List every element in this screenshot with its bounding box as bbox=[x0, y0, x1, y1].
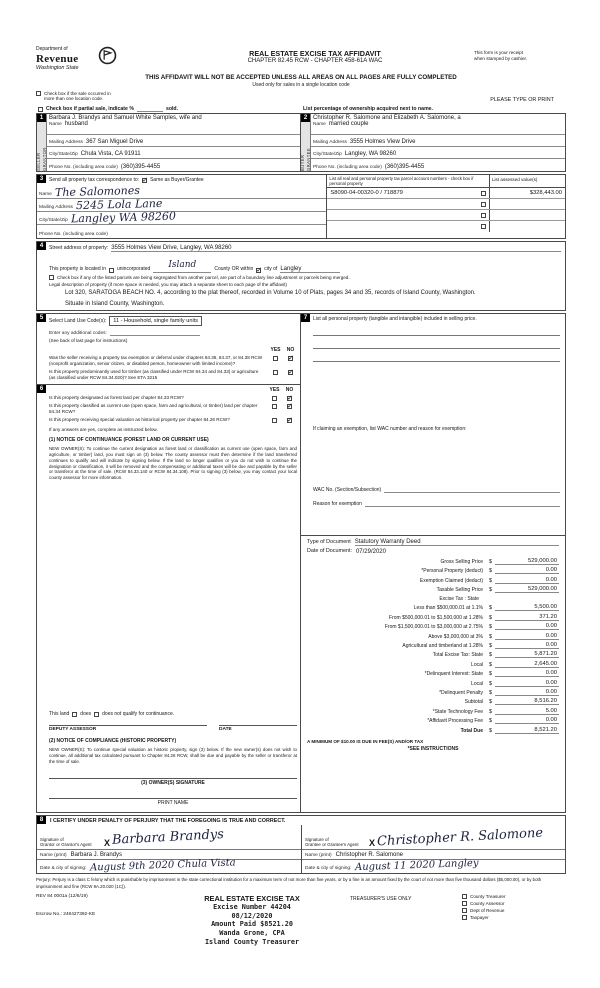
s6-question1 bbox=[49, 395, 297, 401]
correspondence-mailing-label: Mailing Address bbox=[39, 204, 73, 210]
tax-row: Total Excise Tax: State $ 5,871.20 bbox=[432, 651, 557, 659]
deputy-assessor-row bbox=[49, 725, 297, 732]
parcel-personal-checkbox-3[interactable] bbox=[481, 213, 486, 218]
buyer-name-field[interactable] bbox=[311, 114, 565, 135]
dollar-sign: $ bbox=[489, 614, 492, 621]
parcel-personal-checkbox-4[interactable] bbox=[481, 224, 486, 229]
partial-sale-checkbox[interactable] bbox=[38, 107, 43, 112]
s6-q2-text: Is this property classified as current use (open space, farm and agricultural, or timber) land per chapter 84.34 RCW? bbox=[49, 403, 258, 415]
dollar-sign: $ bbox=[489, 727, 492, 734]
partial-sale-header bbox=[36, 106, 301, 113]
personal-property-blank-2[interactable] bbox=[313, 336, 560, 349]
seller-fields bbox=[47, 114, 300, 171]
see-back-note: (See back of last page for instructions) bbox=[49, 338, 128, 344]
additional-codes-label: Enter any additional codes: bbox=[49, 331, 107, 337]
multi-location-checkbox[interactable] bbox=[36, 91, 41, 96]
right-column bbox=[301, 314, 565, 812]
dollar-sign: $ bbox=[489, 568, 492, 575]
ownership-pct-header bbox=[301, 106, 566, 113]
certify-statement: I CERTIFY UNDER PENALTY OF PERJURY THAT THE FOREGOING IS TRUE AND CORRECT. bbox=[50, 818, 286, 825]
tax-row: From $1,500,000.01 to $3,000,000 at 2.75% $ 0.00 bbox=[384, 623, 557, 631]
county-assessor-label: County Assessor bbox=[470, 900, 505, 906]
tax-row: *Affidavit Processing Fee $ 0.00 bbox=[427, 717, 557, 725]
perjury-statement: Perjury: Perjury is a class C felony which is punishable by imprisonment in the state correctional institution for a maximum term of not more than five years, or by a fine in an amount fixed by the court of not more than five thousand dollars ($5,000.00), or by both imprisonment and fine (RCW 9A.20.020 (1C)). bbox=[36, 877, 542, 889]
buyer-name-line2: married couple bbox=[328, 120, 369, 127]
section6-tab: 6 bbox=[37, 385, 46, 393]
section4-tab: 4 bbox=[37, 242, 46, 250]
s6-q1-text: Is this property designated as forest land per chapter 84.33 RCW? bbox=[49, 395, 184, 401]
dept-of-revenue-label: Dept of Revenue bbox=[470, 907, 505, 913]
tax-row: Local $ 0.00 bbox=[471, 679, 557, 687]
correspondence-section bbox=[36, 174, 566, 239]
correspondence-name-value: The Salomones bbox=[54, 183, 140, 199]
grantee-signature-block bbox=[301, 825, 565, 873]
personal-property-blank-1[interactable] bbox=[313, 323, 560, 336]
tax-row: From $500,000.01 to $1,500,000 at 1.28% $ 371.20 bbox=[389, 613, 557, 621]
dollar-sign: $ bbox=[489, 642, 492, 649]
affidavit-page bbox=[36, 46, 566, 947]
city-of-label: city of bbox=[264, 266, 278, 272]
seller-phone-label: Phone No. (including area code) bbox=[49, 164, 118, 170]
city-value[interactable]: Langley bbox=[280, 266, 340, 273]
continuance-qualify-row bbox=[49, 711, 297, 717]
stamp-treasurer-name: Wanda Grone, CPA bbox=[219, 929, 285, 938]
tax-row: Gross Selling Price $ 529,000.00 bbox=[440, 557, 557, 565]
s6-q3-no-checkbox[interactable] bbox=[287, 418, 292, 423]
parties-row bbox=[36, 113, 566, 172]
land-use-label: Select Land Use Code(s): bbox=[49, 318, 107, 325]
seller-phone-value: (360)395-4455 bbox=[120, 163, 161, 170]
compliance-paragraph: NEW OWNER(S): To continue special valuation as historic property, sign (3) below. If the new owner(s) does not wish to continue, all additional tax calculated pursuant to Chapter 84.26 RCW, shall be due and payable by the seller or transferor at the time of sale. bbox=[49, 746, 297, 764]
single-location-note: Used only for sales in a single location code bbox=[252, 81, 350, 88]
land-use-section bbox=[37, 314, 300, 385]
print-name-line[interactable]: PRINT NAME bbox=[49, 798, 297, 806]
legal-description-situate: Situate in Island County, Washington. bbox=[65, 301, 165, 308]
tax-row: *State Technology Fee $ 5.00 bbox=[432, 707, 557, 715]
legal-description-text: Lot 320, SARATOGA BEACH NO. 4, according to the plat thereof, recorded in Volume 10 of Plats, pages 34 and 35, records of Island County, Washington. bbox=[65, 290, 476, 297]
correspondence-csz-value: Langley WA 98260 bbox=[70, 209, 176, 225]
multi-location-option bbox=[36, 91, 206, 103]
seller-name-line2: husband bbox=[64, 120, 88, 127]
dept-of-revenue-checkbox[interactable] bbox=[462, 908, 467, 913]
s5-q1-text: Was the seller receiving a property tax exemption or deferral under chapters 84.36, 84.37, or 84.38 RCW (nonprofit organization, senior citizen, or disabled person, homeowner with limited income)? bbox=[49, 355, 263, 367]
buyer-csz-value: Langley, WA 98260 bbox=[344, 150, 397, 157]
dollar-sign: $ bbox=[489, 577, 492, 584]
continuance-paragraph: NEW OWNER(S): To continue the current designation as forest land or classification as current use (open space, farm and agriculture, or timber) land, you must sign on (3) below. The county assessor must then determine if the land transferred continues to qualify and will indicate by signing below. If the land no longer qualifies or you do not wish to continue the designation or classification, it will be removed and the compensating or additional taxes will be due and payable by the seller or transferor at the time of sale. (RCW 84.33.140 or RCW 84.34.108). Prior to signing (3) below, you may contact your local county assessor for more information. bbox=[49, 445, 297, 481]
does-not-checkbox[interactable] bbox=[94, 712, 99, 717]
rev-form-number: REV 84 0001a (12/6/19) bbox=[36, 893, 88, 899]
grantee-x-mark: X bbox=[369, 838, 376, 849]
partial-sale-label: Check box if partial sale, indicate % bbox=[46, 105, 134, 112]
dept-of-label: Department of bbox=[36, 46, 68, 52]
receipt-note-line1: This form is your receipt bbox=[474, 50, 524, 55]
grantee-signature-label: Signature of Grantee or Grantee's Agent bbox=[305, 836, 359, 848]
buyer-fields bbox=[311, 114, 565, 171]
reason-field[interactable] bbox=[365, 500, 560, 507]
s5-question2 bbox=[49, 369, 298, 381]
footer bbox=[36, 894, 566, 947]
s5-question1 bbox=[49, 355, 298, 367]
partial-sale-blank[interactable] bbox=[137, 106, 163, 112]
tax-row: *Delinquent Interest: State $ 0.00 bbox=[424, 670, 557, 678]
tax-row: Above $3,000,000 at 3% $ 0.00 bbox=[428, 632, 557, 640]
s6-q3-yes-checkbox[interactable] bbox=[272, 418, 277, 423]
buyer-mailing-value: 3555 Holmes View Drive bbox=[349, 138, 416, 145]
correspondence-csz-field[interactable] bbox=[37, 209, 326, 225]
ownership-pct-label: List percentage of ownership acquired next to name. bbox=[303, 105, 434, 112]
s6-q2-yes-checkbox[interactable] bbox=[272, 404, 277, 409]
county-treasurer-checkbox[interactable] bbox=[462, 894, 467, 899]
forest-land-section bbox=[37, 385, 300, 812]
s6-question3 bbox=[49, 417, 297, 423]
s6-q2-no-checkbox[interactable] bbox=[287, 404, 292, 409]
exemption-label: If claiming an exemption, list WAC number and reason for exemption: bbox=[313, 425, 467, 432]
buyer-section bbox=[301, 113, 566, 172]
dollar-sign: $ bbox=[489, 624, 492, 631]
dollar-sign: $ bbox=[489, 587, 492, 594]
county-treasurer-label: County Treasurer bbox=[470, 893, 506, 899]
grantor-date-row bbox=[37, 857, 301, 874]
parcel-row bbox=[327, 199, 565, 210]
seller-name-field[interactable] bbox=[47, 114, 300, 135]
grantor-signature: Barbara Brandys bbox=[111, 827, 225, 849]
s5-q2-text: Is this property predominantly used for timber (as classified under RCW 84.34 and 84.33) or agriculture (as classified under RCW 84.34.020)? See ETA 3215 bbox=[49, 369, 259, 381]
located-in-label: This property is located in bbox=[49, 266, 106, 272]
grantee-signature-area[interactable] bbox=[302, 825, 565, 850]
treasurer-stamp bbox=[154, 894, 350, 947]
header bbox=[36, 46, 566, 71]
footer-left bbox=[36, 894, 154, 947]
section1-tab: 1 bbox=[37, 114, 46, 122]
doc-type-label: Type of Document bbox=[307, 539, 351, 546]
s5-q2-no-checkbox[interactable] bbox=[288, 370, 293, 375]
seller-csz-label: City/State/Zip bbox=[49, 151, 78, 157]
seller-name-line1: Barbara J. Brandys and Samuel White Samples, wife and bbox=[49, 114, 202, 121]
correspondence-csz-label: City/State/Zip bbox=[39, 217, 68, 223]
dollar-sign: $ bbox=[489, 708, 492, 715]
grantor-name-print-value[interactable]: Barbara J. Brandys bbox=[70, 852, 123, 859]
buyer-side-label2: GRANTEE bbox=[306, 147, 311, 171]
grantee-date-value[interactable]: August 11 2020 Langley bbox=[355, 858, 480, 874]
s5-no-label: NO bbox=[286, 347, 295, 354]
deputy-date-label: DATE bbox=[219, 725, 297, 732]
s6-yesno-header bbox=[49, 387, 297, 393]
does-label: does bbox=[80, 711, 92, 718]
s6-question2 bbox=[49, 403, 297, 415]
unincorporated-checkbox[interactable] bbox=[109, 268, 114, 273]
land-use-code-value[interactable]: 11 - Household, single family units bbox=[109, 316, 202, 326]
grantor-date-value[interactable]: August 9th 2020 Chula Vista bbox=[90, 857, 237, 874]
parcel-row bbox=[327, 188, 565, 199]
county-field[interactable] bbox=[153, 254, 211, 273]
escrow-row bbox=[36, 912, 154, 917]
grantee-signature: Christopher R. Salomone bbox=[376, 826, 544, 850]
send-correspondence-label: Send all property tax correspondence to: bbox=[49, 177, 140, 184]
this-land-label: This land bbox=[49, 711, 70, 718]
minimum-fee-note: A MINIMUM OF $10.00 IS DUE IN FEE(S) AND/OR TAX bbox=[307, 738, 424, 744]
buyer-name-line1: Christopher R. Salomone and Elizabeth A. Salomone, a bbox=[313, 114, 461, 121]
seller-mailing-label: Mailing Address bbox=[49, 139, 83, 145]
seller-side-strip bbox=[37, 114, 47, 171]
tax-row: Agricultural and timberland at 1.28% $ 0.00 bbox=[402, 641, 557, 649]
s5-q1-no-checkbox[interactable] bbox=[288, 356, 293, 361]
correspondence-left bbox=[37, 175, 327, 238]
dollar-sign: $ bbox=[489, 661, 492, 668]
s6-note: If any answers are yes, complete as instructed below. bbox=[49, 427, 158, 433]
grantee-name-print-value[interactable]: Christopher R. Salomone bbox=[335, 852, 404, 859]
grantor-name-print-label: Name (print) bbox=[40, 853, 67, 859]
excise-tax-state-header: Excise Tax : State bbox=[439, 596, 479, 603]
dept-state-label: Washington State bbox=[36, 64, 79, 71]
partial-sale-sold-label: sold. bbox=[165, 105, 179, 112]
stamp-date: 08/12/2020 bbox=[231, 911, 273, 920]
receipt-note bbox=[474, 46, 566, 62]
doc-date-value[interactable]: 07/29/2020 bbox=[355, 549, 386, 556]
parcel-personal-checkbox-2[interactable] bbox=[481, 202, 486, 207]
buyer-phone-label: Phone No. (including area code) bbox=[313, 164, 382, 170]
grantee-name-print-label: Name (print) bbox=[305, 853, 332, 859]
county-handwritten-value: Island bbox=[168, 259, 197, 270]
dor-logo-block bbox=[36, 46, 156, 71]
seller-csz-value: Chula Vista, CA 91911 bbox=[80, 150, 141, 157]
tax-row: Local $ 2,645.00 bbox=[471, 660, 557, 668]
s6-q1-yes-checkbox[interactable] bbox=[272, 396, 277, 401]
correspondence-phone-label: Phone No. (including area code) bbox=[39, 231, 108, 237]
correspondence-mailing-field[interactable] bbox=[37, 196, 326, 212]
grantor-signature-block bbox=[37, 825, 301, 873]
section7-tab: 7 bbox=[301, 314, 310, 322]
s6-q1-no-checkbox[interactable] bbox=[287, 396, 292, 401]
personal-property-blank-3[interactable] bbox=[313, 349, 560, 362]
grantor-x-mark: X bbox=[104, 838, 111, 849]
does-checkbox[interactable] bbox=[72, 712, 77, 717]
county-or-label: County OR within bbox=[214, 266, 254, 272]
form-chapters: CHAPTER 82.45 RCW - CHAPTER 458-61A WAC bbox=[247, 58, 383, 65]
parcel-row bbox=[327, 210, 565, 221]
segregated-checkbox[interactable] bbox=[49, 275, 54, 280]
personal-property-section bbox=[301, 314, 565, 536]
top-options-row bbox=[36, 91, 566, 103]
buyer-phone-field[interactable] bbox=[311, 159, 565, 171]
correspondence-mailing-value: 5245 Lola Lane bbox=[75, 196, 163, 212]
seller-csz-field[interactable] bbox=[47, 147, 300, 159]
parties-header-row bbox=[36, 106, 566, 113]
buyer-side-strip bbox=[301, 114, 311, 171]
continuance-heading: (1) NOTICE OF CONTINUANCE (FOREST LAND OR CURRENT USE) bbox=[49, 437, 209, 444]
parcel-row bbox=[327, 221, 565, 232]
buyer-name-label: Name bbox=[313, 121, 326, 127]
stamp-excise-number: Excise Number 44204 bbox=[213, 902, 291, 911]
buyer-mailing-label: Mailing Address bbox=[313, 139, 347, 145]
section3-tab: 3 bbox=[37, 175, 46, 183]
additional-codes-field[interactable] bbox=[110, 329, 200, 336]
tax-row: Total Due $ 8,521.20 bbox=[460, 726, 557, 734]
s5-yes-label: YES bbox=[270, 347, 281, 354]
county-assessor-checkbox[interactable] bbox=[462, 901, 467, 906]
s5-q1-yes-checkbox[interactable] bbox=[273, 356, 278, 361]
dollar-sign: $ bbox=[489, 718, 492, 725]
seller-side-label1: SELLER bbox=[36, 152, 41, 171]
same-as-buyer-label: Same as Buyer/Grantee bbox=[150, 177, 204, 184]
tax-row: Exemption Claimed (deduct) $ 0.00 bbox=[419, 576, 557, 584]
type-or-print-label: PLEASE TYPE OR PRINT bbox=[490, 96, 554, 103]
buyer-csz-field[interactable] bbox=[311, 147, 565, 159]
deputy-assessor-label: DEPUTY ASSESSOR bbox=[49, 725, 207, 732]
street-address-value[interactable]: 3555 Holmes View Drive, Langley, WA 98260 bbox=[111, 245, 561, 252]
seller-phone-field[interactable] bbox=[47, 159, 300, 171]
main-columns bbox=[36, 313, 566, 813]
parcel-personal-checkbox-1[interactable] bbox=[481, 191, 486, 196]
dollar-sign: $ bbox=[489, 652, 492, 659]
wac-field[interactable] bbox=[384, 486, 560, 493]
parcel-table bbox=[327, 175, 565, 238]
left-column bbox=[37, 314, 301, 812]
s6-q3-text: Is this property receiving special valuation as historical property per chapter 84.26 RCW? bbox=[49, 417, 230, 423]
taxpayer-checkbox[interactable] bbox=[462, 915, 467, 920]
wac-label: WAC No. (Section/Subsection) bbox=[313, 486, 382, 493]
grantee-date-label: Date & city of signing: bbox=[305, 866, 352, 872]
legal-description-label: Legal description of property (if more space is needed, you may attach a separate sheet to each page of the affidavit) bbox=[49, 282, 287, 288]
parcel-header: List all real and personal property tax parcel account numbers - check box if personal property bbox=[329, 175, 474, 186]
dollar-sign: $ bbox=[489, 671, 492, 678]
escrow-value: 248427392-KE bbox=[63, 911, 96, 917]
dollar-sign: $ bbox=[489, 689, 492, 696]
grantor-signature-label: Signature of Grantor or Grantor's Agent bbox=[40, 836, 92, 848]
doc-date-label: Date of Document: bbox=[307, 548, 352, 555]
segregated-label: Check box if any of the listed parcels are being segregated from another parcel, are part of a boundary line adjustment or parcels being merged. bbox=[57, 274, 350, 280]
doc-type-value[interactable]: Statutory Warranty Deed bbox=[355, 539, 559, 546]
completion-notice: THIS AFFIDAVIT WILL NOT BE ACCEPTED UNLESS ALL AREAS ON ALL PAGES ARE FULLY COMPLETED bbox=[145, 73, 457, 81]
tax-row: Taxable Selling Price $ 529,000.00 bbox=[436, 586, 557, 594]
section2-tab: 2 bbox=[301, 114, 310, 122]
s6-no-label: NO bbox=[285, 387, 294, 394]
taxpayer-label: Taxpayer bbox=[470, 914, 489, 920]
seller-mailing-field[interactable] bbox=[47, 135, 300, 147]
dollar-sign: $ bbox=[489, 605, 492, 612]
tax-computation bbox=[301, 536, 565, 812]
stamp-amount-paid: Amount Paid $8521.20 bbox=[211, 920, 293, 929]
dor-logo-icon bbox=[98, 46, 117, 70]
stamp-title: REAL ESTATE EXCISE TAX bbox=[204, 893, 300, 903]
correspondence-phone-field[interactable] bbox=[37, 225, 326, 238]
correspondence-name-field[interactable] bbox=[37, 183, 326, 199]
assessed-header: List assessed value(s) bbox=[489, 175, 565, 188]
distribution-checkboxes bbox=[462, 894, 566, 947]
buyer-side-label1: BUYER bbox=[300, 154, 305, 171]
escrow-label: Escrow No.: bbox=[36, 911, 62, 917]
certification-section bbox=[36, 815, 566, 874]
assessed-value: $328,443.00 bbox=[489, 188, 565, 198]
treasurer-use-only-label: TREASURER'S USE ONLY bbox=[350, 895, 412, 902]
owners-signature-line[interactable]: (3) OWNER(S) SIGNATURE bbox=[49, 778, 297, 786]
seller-side-label2: GRANTOR bbox=[42, 146, 47, 171]
buyer-mailing-field[interactable] bbox=[311, 135, 565, 147]
tax-row: *Delinquent Penalty $ 0.00 bbox=[439, 688, 557, 696]
dollar-sign: $ bbox=[489, 558, 492, 565]
dept-revenue-label: Revenue bbox=[36, 52, 79, 65]
s5-q2-yes-checkbox[interactable] bbox=[273, 370, 278, 375]
section8-tab: 8 bbox=[37, 816, 46, 824]
section5-tab: 5 bbox=[37, 314, 46, 322]
dollar-sign: $ bbox=[489, 633, 492, 640]
multi-location-label: Check box if the sale occurred in more than one location code. bbox=[44, 90, 111, 102]
grantor-date-label: Date & city of signing: bbox=[40, 866, 87, 872]
seller-name-label: Name bbox=[49, 121, 62, 127]
s5-yesno-header bbox=[49, 347, 298, 353]
buyer-phone-value: (360)395-4455 bbox=[384, 163, 425, 170]
stamp-treasurer-title: Island County Treasurer bbox=[204, 938, 300, 947]
dollar-sign: $ bbox=[489, 699, 492, 706]
see-instructions-note: *SEE INSTRUCTIONS bbox=[407, 746, 459, 753]
seller-section bbox=[36, 113, 301, 172]
city-checkbox[interactable] bbox=[256, 268, 261, 273]
property-section bbox=[36, 241, 566, 312]
correspondence-name-label: Name bbox=[39, 191, 52, 197]
compliance-heading: (2) NOTICE OF COMPLIANCE (HISTORIC PROPERTY) bbox=[49, 738, 177, 745]
dollar-sign: $ bbox=[489, 680, 492, 687]
does-not-label: does not qualify for continuance. bbox=[102, 711, 175, 718]
seller-mailing-value: 367 San Miguel Drive bbox=[85, 138, 144, 145]
tax-row: Less than $500,000.01 at 1.1% $ 5,500.00 bbox=[413, 604, 557, 612]
buyer-csz-label: City/State/Zip bbox=[313, 151, 342, 157]
title-block bbox=[156, 46, 474, 66]
grantee-date-row bbox=[302, 860, 565, 873]
tax-row: Subtotal $ 8,516.20 bbox=[464, 698, 557, 706]
receipt-note-line2: when stamped by cashier. bbox=[474, 55, 528, 61]
reason-label: Reason for exemption bbox=[313, 500, 362, 507]
tax-row: *Personal Property (deduct) $ 0.00 bbox=[421, 567, 557, 575]
grantor-signature-area[interactable] bbox=[37, 825, 301, 850]
parcel-number-value[interactable]: S8090-04-00320-0 / 718879 bbox=[330, 190, 403, 197]
same-as-buyer-checkbox[interactable] bbox=[142, 178, 147, 183]
personal-property-label: List all personal property (tangible and intangible) included in selling price. bbox=[313, 316, 477, 323]
form-title: REAL ESTATE EXCISE TAX AFFIDAVIT bbox=[249, 49, 381, 58]
unincorporated-label: unincorporated bbox=[116, 266, 151, 272]
s6-yes-label: YES bbox=[269, 387, 280, 394]
street-address-label: Street address of property: bbox=[49, 245, 109, 251]
